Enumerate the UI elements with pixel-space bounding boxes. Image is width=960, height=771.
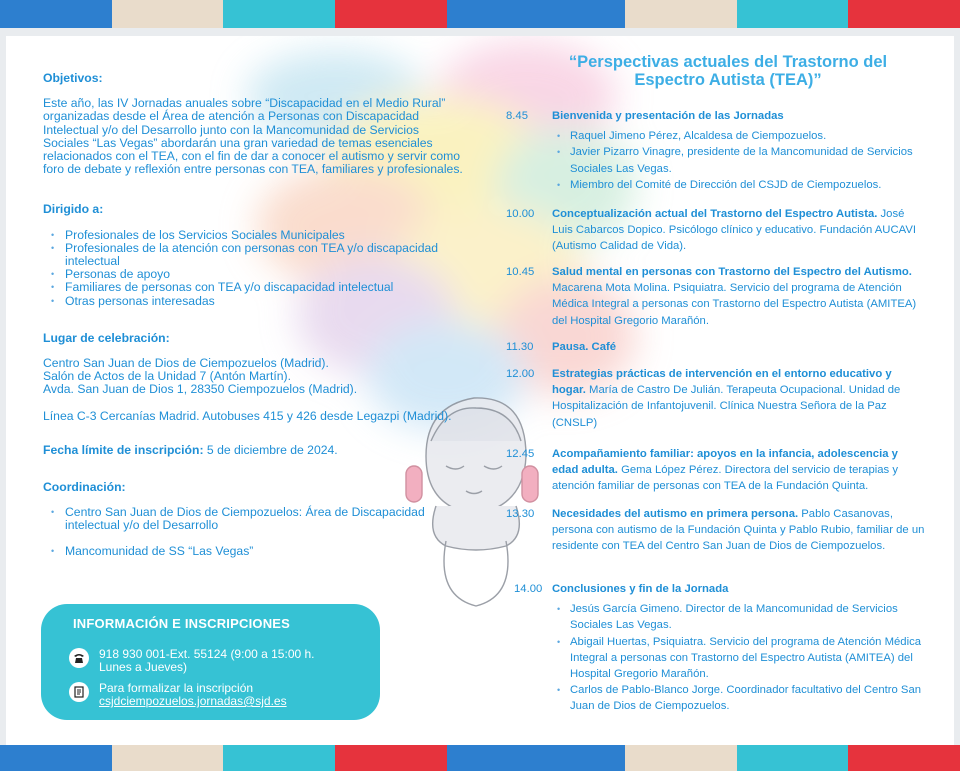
program-item [506,366,926,431]
program-item-title: Acompañamiento familiar: apoyos en la infancia, adolescencia y edad adulta. [552,448,898,477]
stripe-segment [112,0,224,28]
speaker-item: • Javier Pizarro Vinagre, presidente de la Mancomunidad de Servicios Sociales Las Vegas. [552,144,926,176]
program-item-desc: Gema López Pérez. Directora del servicio de terapias y atención familiar de personas con TEA de la Fundación Quinta. [552,464,898,493]
lugar-line: Salón de Actos de la Unidad 7 (Antón Martín). [43,369,291,384]
speaker-list [552,601,926,714]
program-time: 10.00 [506,208,535,220]
program-time: 12.45 [506,448,535,460]
program-item-title: Bienvenida y presentación de las Jornadas [552,110,784,122]
speaker-item: • Jesús García Gimeno. Director de la Mancomunidad de Servicios Sociales Las Vegas. [552,601,926,633]
fecha-limite [43,444,463,457]
program-item [506,581,926,715]
telephone-icon [69,648,89,668]
stripe-segment [0,0,112,28]
list-item: • Centro San Juan de Dios de Ciempozuelos: Área de Discapacidad intelectual y/o del Desarrollo [43,506,463,532]
program-item [506,206,926,255]
list-item: • Otras personas interesadas [43,295,463,308]
program-item-desc: Pablo Casanovas, persona con autismo de la Fundación Quinta y Pablo Rubio, familiar de un residente con TEA del Centro San Juan de Dios de Ciempozuelos. [552,508,925,553]
program-item-title: Conceptualización actual del Trastorno del Espectro Autista. [552,208,878,220]
stripe-segment [848,745,960,771]
form-row [69,682,287,708]
speaker-list [552,128,926,193]
list-item: • Familiares de personas con TEA y/o discapacidad intelectual [43,281,463,294]
objetivos-text: Este año, las IV Jornadas anuales sobre “Discapacidad en el Medio Rural” organizadas desde el Área de atención a Personas con Discapacidad Intelectual y/o del Desarrollo junto con la Mancomunidad de Servicios Sociales “Las Vegas” abordarán una gran variedad de temas esenciales relacionados con el TEA, con el fin de dar a conocer el autismo y servir como foro de debate y reflexión entre personas con TEA, familiares y profesionales. [43,96,463,177]
list-item: • Profesionales de la atención con personas con TEA y/o discapacidad intelectual [43,242,463,268]
stripe-segment [848,0,960,28]
phone-line: 918 930 001-Ext. 55124 (9:00 a 15:00 h. [99,647,315,661]
program-item-title: Conclusiones y fin de la Jornada [552,583,729,595]
phone-hours: Lunes a Jueves) [99,660,188,674]
program-time: 12.00 [506,368,535,380]
program-item-title: Necesidades del autismo en primera persona. [552,508,799,520]
stripe-segment [223,745,335,771]
speaker-item: • Miembro del Comité de Dirección del CSJD de Ciempozuelos. [552,177,926,193]
fecha-label: Fecha límite de inscripción: [43,442,204,457]
top-color-stripe [0,0,960,28]
list-item: • Personas de apoyo [43,268,463,281]
stripe-segment [447,745,626,771]
program-item [506,264,926,329]
brochure-page [6,36,954,745]
program-item [506,446,926,495]
program-item [506,339,926,355]
stripe-segment [335,745,447,771]
program-item-desc: José Luis Cabarcos Dopico. Psicólogo clínico y educativo. Fundación AUCAVI (Autismo Calidad de Vida). [552,208,916,253]
dirigido-heading: Dirigido a: [43,202,104,217]
lugar-line: Avda. San Juan de Dios 1, 28350 Ciempozuelos (Madrid). [43,382,358,397]
stripe-segment [447,0,626,28]
program-item-title: Salud mental en personas con Trastorno del Espectro del Autismo. [552,266,912,278]
program-title: “Perspectivas actuales del Trastorno del Espectro Autista (TEA)” [568,53,888,89]
speaker-item: • Raquel Jimeno Pérez, Alcaldesa de Ciempozuelos. [552,128,926,144]
stripe-segment [737,0,849,28]
program-item [506,506,926,555]
list-item: • Profesionales de los Servicios Sociales Municipales [43,229,463,242]
stripe-segment [112,745,224,771]
phone-row [69,648,315,674]
email-link[interactable]: csjdciempozuelos.jornadas@sjd.es [99,694,287,708]
program-time: 10.45 [506,266,535,278]
stripe-segment [223,0,335,28]
lugar-line: Centro San Juan de Dios de Ciempozuelos (Madrid). [43,356,329,371]
stripe-segment [737,745,849,771]
fecha-value: 5 de diciembre de 2024. [206,442,338,457]
info-title: INFORMACIÓN E INSCRIPCIONES [73,616,291,631]
form-icon [69,682,89,702]
dirigido-list [43,229,463,308]
program-item-title: Estrategias prácticas de intervención en el entorno educativo y hogar. [552,368,892,397]
bottom-color-stripe [0,745,960,771]
program-item [506,108,926,193]
speaker-item: • Carlos de Pablo-Blanco Jorge. Coordinador facultativo del Centro San Juan de Dios de Ciempozuelos. [552,682,926,714]
stripe-segment [625,0,737,28]
lugar-heading: Lugar de celebración: [43,330,170,345]
program-time: 11.30 [506,341,534,353]
coordinacion-heading: Coordinación: [43,480,126,495]
program-time: 13.30 [506,508,535,520]
objetivos-heading: Objetivos: [43,71,103,85]
transport-text: Línea C-3 Cercanías Madrid. Autobuses 415 y 426 desde Legazpi (Madrid). [43,408,452,423]
left-column [43,72,463,558]
program-item-title: Pausa. Café [552,341,617,353]
coordinacion-list [43,506,463,558]
list-item: • Mancomunidad de SS “Las Vegas” [43,545,463,558]
stripe-segment [0,745,112,771]
program-time: 14.00 [514,583,543,595]
stripe-segment [625,745,737,771]
stripe-segment [335,0,447,28]
program-item-desc: María de Castro De Julián. Terapeuta Ocupacional. Unidad de Hospitalización de Infantojuvenil. Clínica Nuestra Señora de la Paz (CNSLP) [552,384,901,429]
form-text: Para formalizar la inscripción [99,681,254,695]
info-box [41,604,380,720]
speaker-item: • Abigail Huertas, Psiquiatra. Servicio del programa de Atención Médica Integral a personas con Trastorno del Espectro Autista (AMITEA) del Hospital Gregorio Marañón. [552,634,926,683]
program-item-desc: Macarena Mota Molina. Psiquiatra. Servicio del programa de Atención Médica Integral a personas con Trastorno del Espectro Autista (AMITEA) del Hospital Gregorio Marañón. [552,282,917,327]
program-time: 8.45 [506,110,528,122]
